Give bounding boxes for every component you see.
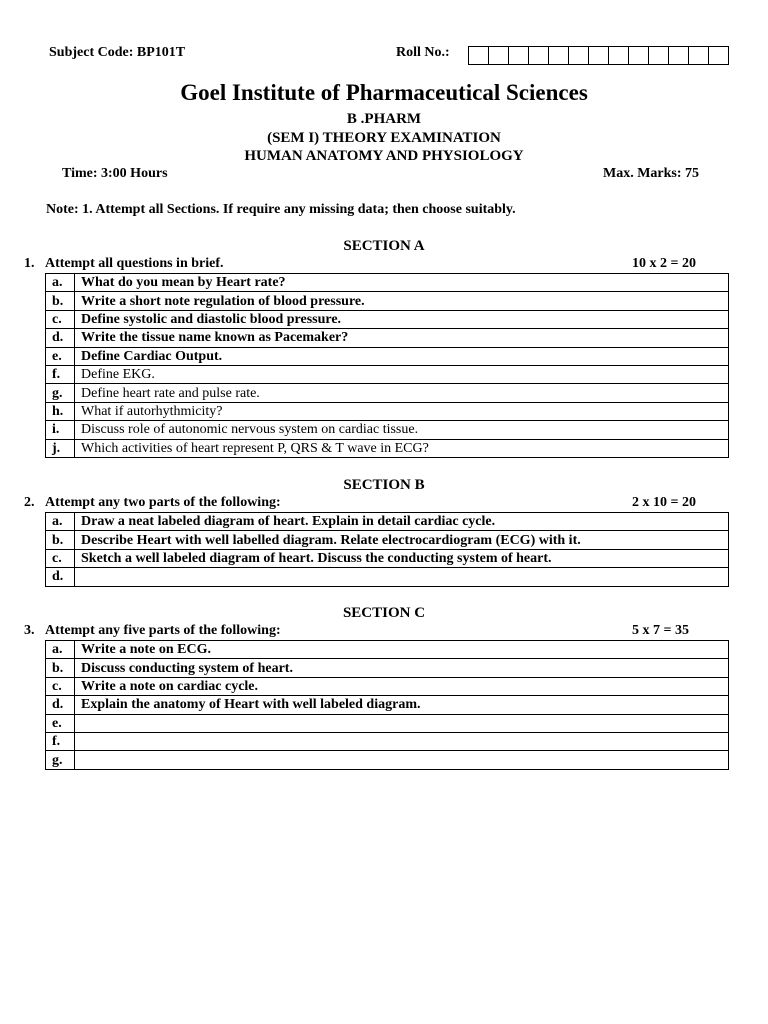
question-label: f. [46,732,75,750]
roll-number-box[interactable] [509,47,529,64]
question-row [46,402,729,420]
question-text [75,732,729,750]
question-label: j. [46,439,75,457]
program-name: B .PHARM [346,111,422,127]
question-text: Discuss conducting system of heart. [75,659,729,677]
question-text: Define Cardiac Output. [75,347,729,365]
question-1-line [24,256,224,272]
section-c-title: SECTION C [342,605,426,621]
question-text: Define heart rate and pulse rate. [75,384,729,402]
question-text [75,714,729,732]
section-b-title: SECTION B [343,477,425,493]
question-label: h. [46,402,75,420]
roll-number-box[interactable] [689,47,709,64]
question-text: Write a note on cardiac cycle. [75,677,729,695]
roll-number-box[interactable] [489,47,509,64]
subject-title: HUMAN ANATOMY AND PHYSIOLOGY [244,148,524,164]
question-text: Write a note on ECG. [75,641,729,659]
question-text: Sketch a well labeled diagram of heart. Discuss the conducting system of heart. [75,549,729,567]
question-1-marks: 10 x 2 = 20 [632,256,696,271]
question-row [46,292,729,310]
question-row [46,329,729,347]
section-c-table [45,640,729,770]
question-row [46,677,729,695]
question-number: 3. [24,623,35,638]
question-label: f. [46,365,75,383]
question-row [46,696,729,714]
question-text: What do you mean by Heart rate? [75,274,729,292]
section-a-title: SECTION A [343,238,425,254]
roll-number-box[interactable] [589,47,609,64]
question-label: c. [46,677,75,695]
question-3-line [24,623,281,639]
roll-number-boxes[interactable] [468,46,729,65]
question-text: Explain the anatomy of Heart with well labeled diagram. [75,696,729,714]
question-instruction: Attempt any five parts of the following: [45,623,281,638]
question-label: d. [46,568,75,586]
question-row [46,365,729,383]
roll-number-box[interactable] [649,47,669,64]
question-label: e. [46,347,75,365]
question-label: g. [46,384,75,402]
exam-time: Time: 3:00 Hours [62,166,168,181]
question-row [46,732,729,750]
question-text: Define EKG. [75,365,729,383]
question-label: e. [46,714,75,732]
section-a-table [45,273,729,458]
question-row [46,513,729,531]
subject-code: Subject Code: BP101T [49,45,186,60]
question-label: a. [46,274,75,292]
question-row [46,531,729,549]
roll-number-box[interactable] [709,47,728,64]
question-row [46,549,729,567]
question-text: Write the tissue name known as Pacemaker? [75,329,729,347]
question-number: 1. [24,256,35,271]
exam-note: Note: 1. Attempt all Sections. If require any missing data; then choose suitably. [46,202,516,217]
question-row [46,384,729,402]
question-number: 2. [24,495,35,510]
question-row [46,439,729,457]
roll-number-box[interactable] [529,47,549,64]
question-text [75,568,729,586]
question-row [46,714,729,732]
roll-number-box[interactable] [609,47,629,64]
roll-number-label: Roll No.: [396,45,450,60]
question-label: d. [46,696,75,714]
question-text: Describe Heart with well labelled diagram. Relate electrocardiogram (ECG) with it. [75,531,729,549]
question-2-marks: 2 x 10 = 20 [632,495,696,510]
question-instruction: Attempt all questions in brief. [45,256,224,271]
question-label: c. [46,310,75,328]
question-row [46,274,729,292]
question-text: Write a short note regulation of blood pressure. [75,292,729,310]
roll-number-box[interactable] [549,47,569,64]
question-label: b. [46,659,75,677]
question-row [46,421,729,439]
question-row [46,347,729,365]
question-text: Define systolic and diastolic blood pressure. [75,310,729,328]
question-row [46,641,729,659]
question-text: Draw a neat labeled diagram of heart. Explain in detail cardiac cycle. [75,513,729,531]
question-row [46,751,729,769]
question-2-line [24,495,281,511]
question-row [46,568,729,586]
roll-number-box[interactable] [669,47,689,64]
question-label: b. [46,531,75,549]
institute-name: Goel Institute of Pharmaceutical Sciences [180,80,588,105]
section-b-table [45,512,729,587]
exam-title: (SEM I) THEORY EXAMINATION [267,130,501,146]
question-instruction: Attempt any two parts of the following: [45,495,281,510]
roll-number-box[interactable] [469,47,489,64]
question-label: a. [46,641,75,659]
max-marks: Max. Marks: 75 [603,166,700,181]
question-3-marks: 5 x 7 = 35 [632,623,689,638]
question-row [46,659,729,677]
question-row [46,310,729,328]
question-text [75,751,729,769]
question-text: Which activities of heart represent P, QRS & T wave in ECG? [75,439,729,457]
roll-number-box[interactable] [629,47,649,64]
question-text: Discuss role of autonomic nervous system on cardiac tissue. [75,421,729,439]
question-label: a. [46,513,75,531]
question-label: i. [46,421,75,439]
question-label: d. [46,329,75,347]
question-label: g. [46,751,75,769]
question-label: b. [46,292,75,310]
question-text: What if autorhythmicity? [75,402,729,420]
roll-number-box[interactable] [569,47,589,64]
question-label: c. [46,549,75,567]
